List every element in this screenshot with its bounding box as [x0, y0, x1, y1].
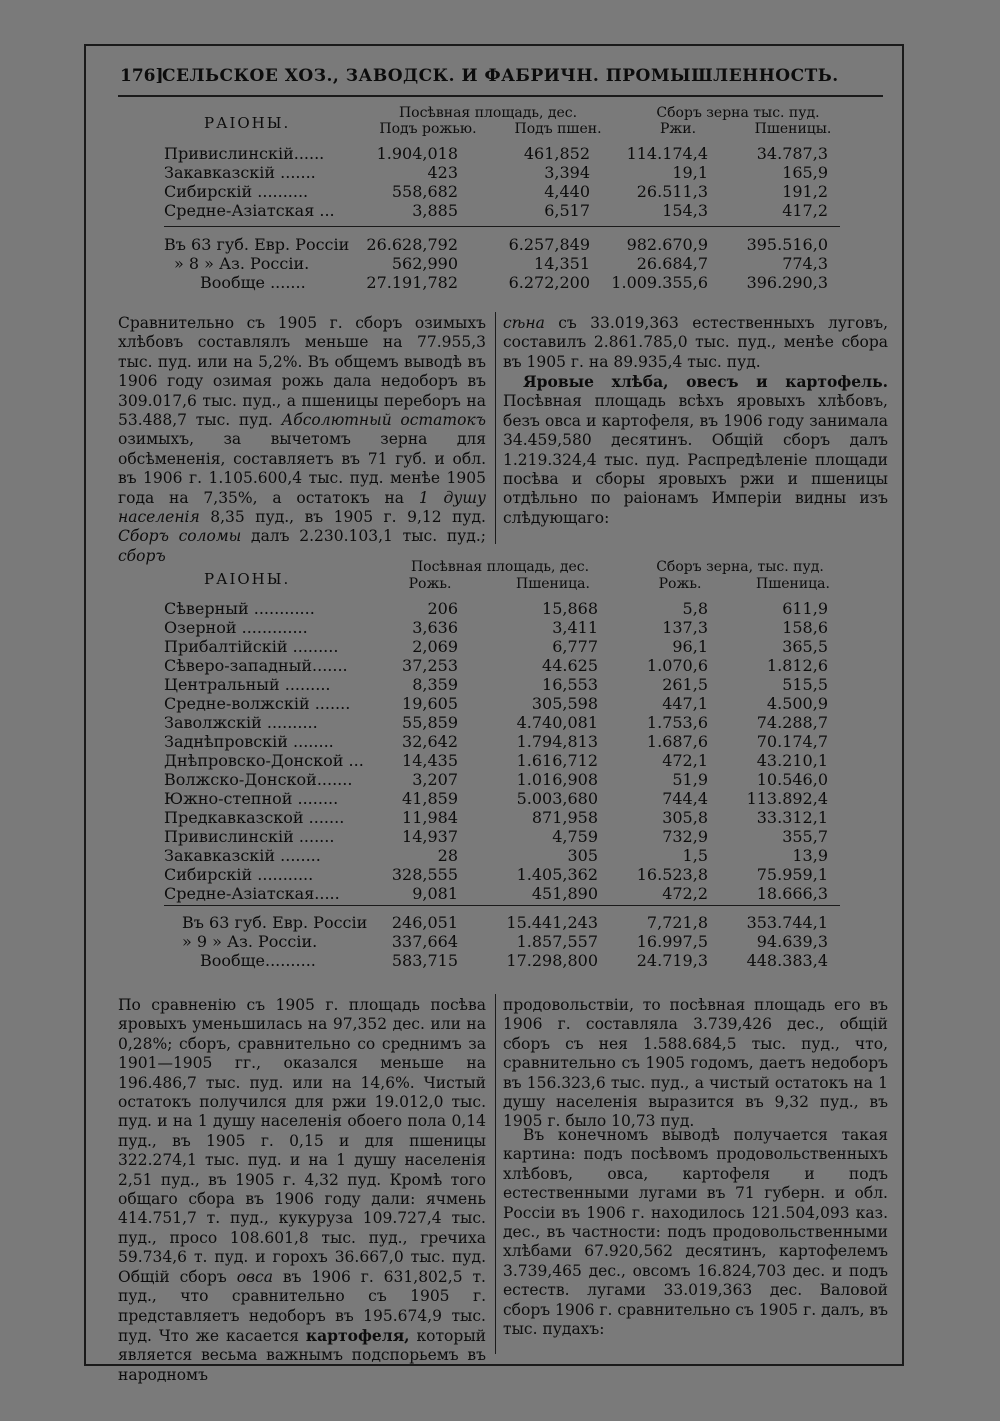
- row-value: 24.719,3: [636, 951, 708, 970]
- row-name: Въ 63 губ. Евр. Россіи: [182, 913, 368, 932]
- row-value: 10.546,0: [756, 770, 828, 789]
- row-value: 26.684,7: [636, 254, 708, 273]
- row-value: 515,5: [782, 675, 828, 694]
- t2-region-header: РАIОНЫ.: [204, 570, 291, 588]
- row-value: 94.639,3: [756, 932, 828, 951]
- row-value: 4,759: [552, 827, 598, 846]
- text-run: который является весьма важнымъ подспорьемъ въ народномъ: [118, 1326, 486, 1384]
- t2-area-header: Посѣвная площадь, дес.: [410, 559, 590, 575]
- row-value: 154,3: [662, 201, 708, 220]
- row-value: 355,7: [782, 827, 828, 846]
- table-row: [0, 951, 1000, 970]
- row-value: 2,069: [412, 637, 458, 656]
- table-row: [0, 675, 1000, 694]
- row-name: Средне-Азіатская ...: [164, 201, 335, 220]
- row-value: 305,598: [531, 694, 598, 713]
- row-name: Волжско-Донской.......: [164, 770, 353, 789]
- row-value: 3,885: [412, 201, 458, 220]
- header-rule: [118, 95, 883, 97]
- row-value: 96,1: [672, 637, 708, 656]
- row-value: 1.070,6: [646, 656, 708, 675]
- paragraph-hay: [503, 314, 888, 372]
- row-name: » 9 » Аз. Россіи.: [182, 932, 318, 951]
- t1-yield-header: Сборъ зерна тыс. пуд.: [656, 105, 820, 121]
- table-row: [0, 789, 1000, 808]
- row-value: 44.625: [542, 656, 598, 675]
- row-value: 1.016,908: [516, 770, 598, 789]
- row-value: 165,9: [782, 163, 828, 182]
- row-value: 337,664: [391, 932, 458, 951]
- text-run: озимыхъ, за вычетомъ зерна для обсѣмененія, составляетъ въ 71 губ. и обл. въ 1906 г. 1.105.600,4 тыс. пуд. менѣе 1905 года на 7,35%, а остатокъ на: [118, 430, 486, 507]
- table-row: [0, 656, 1000, 675]
- row-value: 246,051: [391, 913, 458, 932]
- t2-col4: Пшеница.: [756, 576, 830, 592]
- row-value: 744,4: [662, 789, 708, 808]
- row-value: 74.288,7: [756, 713, 828, 732]
- row-value: 447,1: [662, 694, 708, 713]
- t1-col1: Подъ рожью.: [379, 121, 477, 137]
- row-value: 4.500,9: [766, 694, 828, 713]
- row-value: 70.174,7: [756, 732, 828, 751]
- row-value: 6.272,200: [508, 273, 590, 292]
- row-value: 558,682: [391, 182, 458, 201]
- row-value: 8,359: [412, 675, 458, 694]
- row-value: 417,2: [782, 201, 828, 220]
- row-value: 43.210,1: [756, 751, 828, 770]
- text-run: 8,35 пуд., въ 1905 г. 9,12 пуд.: [199, 508, 486, 527]
- column-divider: [495, 312, 496, 544]
- table-row: [0, 751, 1000, 770]
- row-value: 562,990: [391, 254, 458, 273]
- row-value: 113.892,4: [746, 789, 828, 808]
- table-row: [0, 599, 1000, 618]
- row-value: 1.405,362: [516, 865, 598, 884]
- row-value: 451,890: [531, 884, 598, 903]
- row-value: 9,081: [412, 884, 458, 903]
- table-row: [0, 913, 1000, 932]
- row-value: 328,555: [391, 865, 458, 884]
- text-run: Посѣвная площадь всѣхъ яровыхъ хлѣбовъ, безъ овса и картофеля, въ 1906 году занимала 34.459,580 десятинъ. Общій сборъ далъ 1.219.324,4 тыс. пуд. Распредѣленіе площади посѣва и сборы яровыхъ ржи и пшеницы отдѣльно по раіонамъ Имперіи видны изъ слѣдующаго:: [503, 392, 888, 527]
- table-row: [0, 201, 1000, 220]
- table-row: [0, 273, 1000, 292]
- row-value: 5,8: [682, 599, 708, 618]
- row-name: Вообще .......: [200, 273, 306, 292]
- row-value: 14,937: [402, 827, 458, 846]
- text-run-bold: Яровые хлѣба, овесъ и картофель.: [523, 372, 888, 391]
- row-value: 583,715: [391, 951, 458, 970]
- table-row: [0, 618, 1000, 637]
- t2-col2: Пшеница.: [516, 576, 590, 592]
- text-run: съ 33.019,363 естественныхъ луговъ, составилъ 2.861.785,0 тыс. пуд., менѣе сбора въ 1905 г. на 89.935,4 тыс. пуд.: [503, 314, 888, 371]
- t1-total-rule: [164, 226, 840, 227]
- t1-col4: Пшеницы.: [754, 121, 832, 137]
- t1-area-header: Посѣвная площадь, дес.: [398, 105, 578, 121]
- t1-col3: Ржи.: [659, 121, 697, 137]
- text-run-italic: овса: [236, 1267, 273, 1286]
- row-value: 7,721,8: [646, 913, 708, 932]
- row-name: Закавказскій .......: [164, 163, 316, 182]
- row-name: Заволжскій ..........: [164, 713, 318, 732]
- t1-region-header: РАIОНЫ.: [204, 114, 291, 132]
- row-value: 1.616,712: [516, 751, 598, 770]
- table2-totals: [0, 913, 1000, 970]
- t1-col2: Подъ пшен.: [514, 121, 602, 137]
- row-value: 15,868: [542, 599, 598, 618]
- row-value: 55,859: [402, 713, 458, 732]
- row-value: 1,5: [682, 846, 708, 865]
- table-row: [0, 732, 1000, 751]
- table-row: [0, 827, 1000, 846]
- row-value: 1.009.355,6: [611, 273, 708, 292]
- row-value: 305: [567, 846, 598, 865]
- row-name: » 8 » Аз. Россіи.: [174, 254, 310, 273]
- table2-body: [0, 599, 1000, 903]
- row-value: 33.312,1: [756, 808, 828, 827]
- row-value: 472,1: [662, 751, 708, 770]
- row-value: 51,9: [672, 770, 708, 789]
- text-run: По сравненію съ 1905 г. площадь посѣва яровыхъ уменьшилась на 97,352 дес. или на 0,28%; сборъ, сравнительно со среднимъ за 1901—1905 гг., оказался меньше на 196.486,7 тыс. пуд. или на 14,6%. Чистый остатокъ получился для ржи 19.012,0 тыс. пуд. и на 1 душу населенія обоего пола 0,14 пуд., въ 1905 г. 0,15 и для пшеницы 322.274,1 тыс. пуд. и на 1 душу населенія 2,51 пуд., въ 1905 г. 4,32 пуд. Кромѣ того общаго сбора въ 1906 году дали: ячмень 414.751,7 т. пуд., кукуруза 109.727,4 тыс. пуд., просо 108.601,8 тыс. пуд., гречиха 59.734,6 т. пуд. и горохъ 36.667,0 тыс. пуд. Общій сборъ: [118, 996, 486, 1286]
- text-run-italic: Абсолютный остатокъ: [281, 411, 486, 430]
- row-name: Средне-волжскій .......: [164, 694, 351, 713]
- row-value: 6,777: [552, 637, 598, 656]
- row-value: 6,517: [544, 201, 590, 220]
- row-value: 26.511,3: [636, 182, 708, 201]
- paragraph-winter-crops: [118, 314, 486, 566]
- row-value: 75.959,1: [756, 865, 828, 884]
- row-value: 114.174,4: [626, 144, 708, 163]
- t2-col1: Рожь.: [408, 576, 452, 592]
- row-value: 4.740,081: [516, 713, 598, 732]
- table1-body: [0, 144, 1000, 220]
- text-run-italic: сѣна: [503, 314, 545, 332]
- table-row: [0, 235, 1000, 254]
- row-value: 16,553: [542, 675, 598, 694]
- row-value: 6.257,849: [508, 235, 590, 254]
- table-row: [0, 637, 1000, 656]
- row-value: 365,5: [782, 637, 828, 656]
- row-value: 15.441,243: [506, 913, 598, 932]
- row-value: 732,9: [662, 827, 708, 846]
- row-name: Привислинскій .......: [164, 827, 335, 846]
- table1-totals: [0, 235, 1000, 292]
- row-value: 137,3: [662, 618, 708, 637]
- row-value: 34.787,3: [756, 144, 828, 163]
- row-value: 16.523,8: [636, 865, 708, 884]
- row-value: 19,605: [402, 694, 458, 713]
- row-value: 472,2: [662, 884, 708, 903]
- table-row: [0, 163, 1000, 182]
- row-value: 3,394: [544, 163, 590, 182]
- row-name: Днѣпровско-Донской ...: [164, 751, 364, 770]
- row-value: 871,958: [531, 808, 598, 827]
- row-value: 19,1: [672, 163, 708, 182]
- t2-total-rule: [164, 905, 840, 906]
- row-name: Заднѣпровскій ........: [164, 732, 334, 751]
- row-name: Въ 63 губ. Евр. Россіи: [164, 235, 350, 254]
- row-name: Центральный .........: [164, 675, 331, 694]
- row-value: 206: [427, 599, 458, 618]
- row-value: 305,8: [662, 808, 708, 827]
- row-name: Сибирскій ..........: [164, 182, 309, 201]
- paragraph-spring-crops: [503, 372, 888, 528]
- paragraph-comparison: [118, 996, 486, 1385]
- row-value: 1.812,6: [766, 656, 828, 675]
- t2-yield-header: Сборъ зерна, тыс. пуд.: [656, 559, 824, 575]
- text-run-bold: картофеля,: [305, 1325, 410, 1345]
- row-value: 191,2: [782, 182, 828, 201]
- t2-col3: Рожь.: [658, 576, 702, 592]
- row-value: 461,852: [523, 144, 590, 163]
- row-value: 16.997,5: [636, 932, 708, 951]
- row-value: 448.383,4: [746, 951, 828, 970]
- row-value: 4,440: [544, 182, 590, 201]
- text-run-italic: Сборъ соломы: [118, 527, 242, 546]
- table-row: [0, 808, 1000, 827]
- row-value: 395.516,0: [746, 235, 828, 254]
- row-value: 37,253: [402, 656, 458, 675]
- table-row: [0, 694, 1000, 713]
- row-name: Сѣверный ............: [164, 599, 315, 618]
- table-row: [0, 144, 1000, 163]
- page-number: 176]: [120, 66, 164, 86]
- row-name: Средне-Азіатская.....: [164, 884, 340, 903]
- table-row: [0, 932, 1000, 951]
- paragraph-potato: продовольствіи, то посѣвная площадь его въ 1906 г. составляла 3.739,426 дес., общій сборъ съ нея 1.588.684,5 тыс. пуд., что, сравнительно съ 1905 годомъ, даетъ недоборъ въ 156.323,6 тыс. пуд., а чистый остатокъ на 1 душу населенія выразится въ 9,32 пуд., въ 1905 г. было 10,73 пуд.: [503, 996, 888, 1131]
- text-run: далъ 2.230.103,1 тыс. пуд.;: [241, 527, 486, 546]
- row-value: 32,642: [402, 732, 458, 751]
- text-run: въ 1906 г. 631,802,5 т. пуд., что сравнительно съ 1905 г. представляетъ недоборъ въ 195.674,9 тыс. пуд. Что же касается: [118, 1267, 486, 1345]
- row-name: Южно-степной ........: [164, 789, 339, 808]
- row-value: 353.744,1: [746, 913, 828, 932]
- column-divider: [495, 994, 496, 1354]
- row-name: Озерной .............: [164, 618, 308, 637]
- text-run-italic: 1 душу населенія: [118, 488, 487, 527]
- row-name: Сибирскій ...........: [164, 865, 314, 884]
- row-value: 27.191,782: [366, 273, 458, 292]
- row-value: 3,207: [412, 770, 458, 789]
- row-value: 423: [427, 163, 458, 182]
- row-value: 3,636: [412, 618, 458, 637]
- page-title: СЕЛЬСКОЕ ХОЗ., ЗАВОДСК. И ФАБРИЧН. ПРОМЫШЛЕННОСТЬ.: [162, 66, 839, 86]
- row-value: 774,3: [782, 254, 828, 273]
- row-value: 26.628,792: [366, 235, 458, 254]
- row-name: Привислинскій......: [164, 144, 325, 163]
- row-value: 18.666,3: [756, 884, 828, 903]
- row-value: 1.857,557: [516, 932, 598, 951]
- row-name: Вообще..........: [200, 951, 316, 970]
- row-value: 1.794,813: [516, 732, 598, 751]
- table-row: [0, 182, 1000, 201]
- paragraph-conclusion: Въ конечномъ выводѣ получается такая картина: подъ посѣвомъ продовольственныхъ хлѣбовъ, овса, картофеля и подъ естественными лугами въ 71 губерн. и обл. Россіи въ 1906 г. находилось 121.504,093 каз. дес., въ частности: подъ продовольственными хлѣбами 67.920,562 десятинъ, картофелемъ 3.739,465 дес., овсомъ 16.824,703 дес. и подъ естеств. лугами 33.019,363 дес. Валовой сборъ 1906 г. сравнительно съ 1905 г. далъ, въ тыс. пудахъ:: [503, 1126, 889, 1339]
- row-value: 396.290,3: [746, 273, 828, 292]
- row-value: 261,5: [662, 675, 708, 694]
- table-row: [0, 884, 1000, 903]
- row-value: 982.670,9: [626, 235, 708, 254]
- row-value: 41,859: [402, 789, 458, 808]
- table-row: [0, 846, 1000, 865]
- row-name: Прибалтійскій .........: [164, 637, 339, 656]
- row-name: Закавказскій ........: [164, 846, 321, 865]
- text-run: Сравнительно съ 1905 г. сборъ озимыхъ хлѣбовъ составлялъ меньше на 77.955,3 тыс. пуд. или на 5,2%. Въ общемъ выводѣ въ 1906 году озимая рожь дала недоборъ въ 309.017,6 тыс. пуд., а пшеницы переборъ на 53.488,7 тыс. пуд.: [118, 314, 486, 430]
- table-row: [0, 770, 1000, 789]
- row-value: 3,411: [552, 618, 598, 637]
- row-value: 14,351: [534, 254, 590, 273]
- row-value: 17.298,800: [506, 951, 598, 970]
- row-value: 14,435: [402, 751, 458, 770]
- row-value: 28: [437, 846, 458, 865]
- row-value: 5.003,680: [516, 789, 598, 808]
- row-value: 1.687,6: [646, 732, 708, 751]
- row-name: Сѣверо-западный.......: [164, 656, 348, 675]
- table-row: [0, 254, 1000, 273]
- row-value: 158,6: [782, 618, 828, 637]
- row-value: 1.904,018: [376, 144, 458, 163]
- row-value: 13,9: [792, 846, 828, 865]
- table-row: [0, 713, 1000, 732]
- row-value: 11,984: [402, 808, 458, 827]
- table-row: [0, 865, 1000, 884]
- row-name: Предкавказской .......: [164, 808, 345, 827]
- row-value: 611,9: [782, 599, 828, 618]
- text-run-italic: сборъ: [118, 546, 166, 565]
- row-value: 1.753,6: [646, 713, 708, 732]
